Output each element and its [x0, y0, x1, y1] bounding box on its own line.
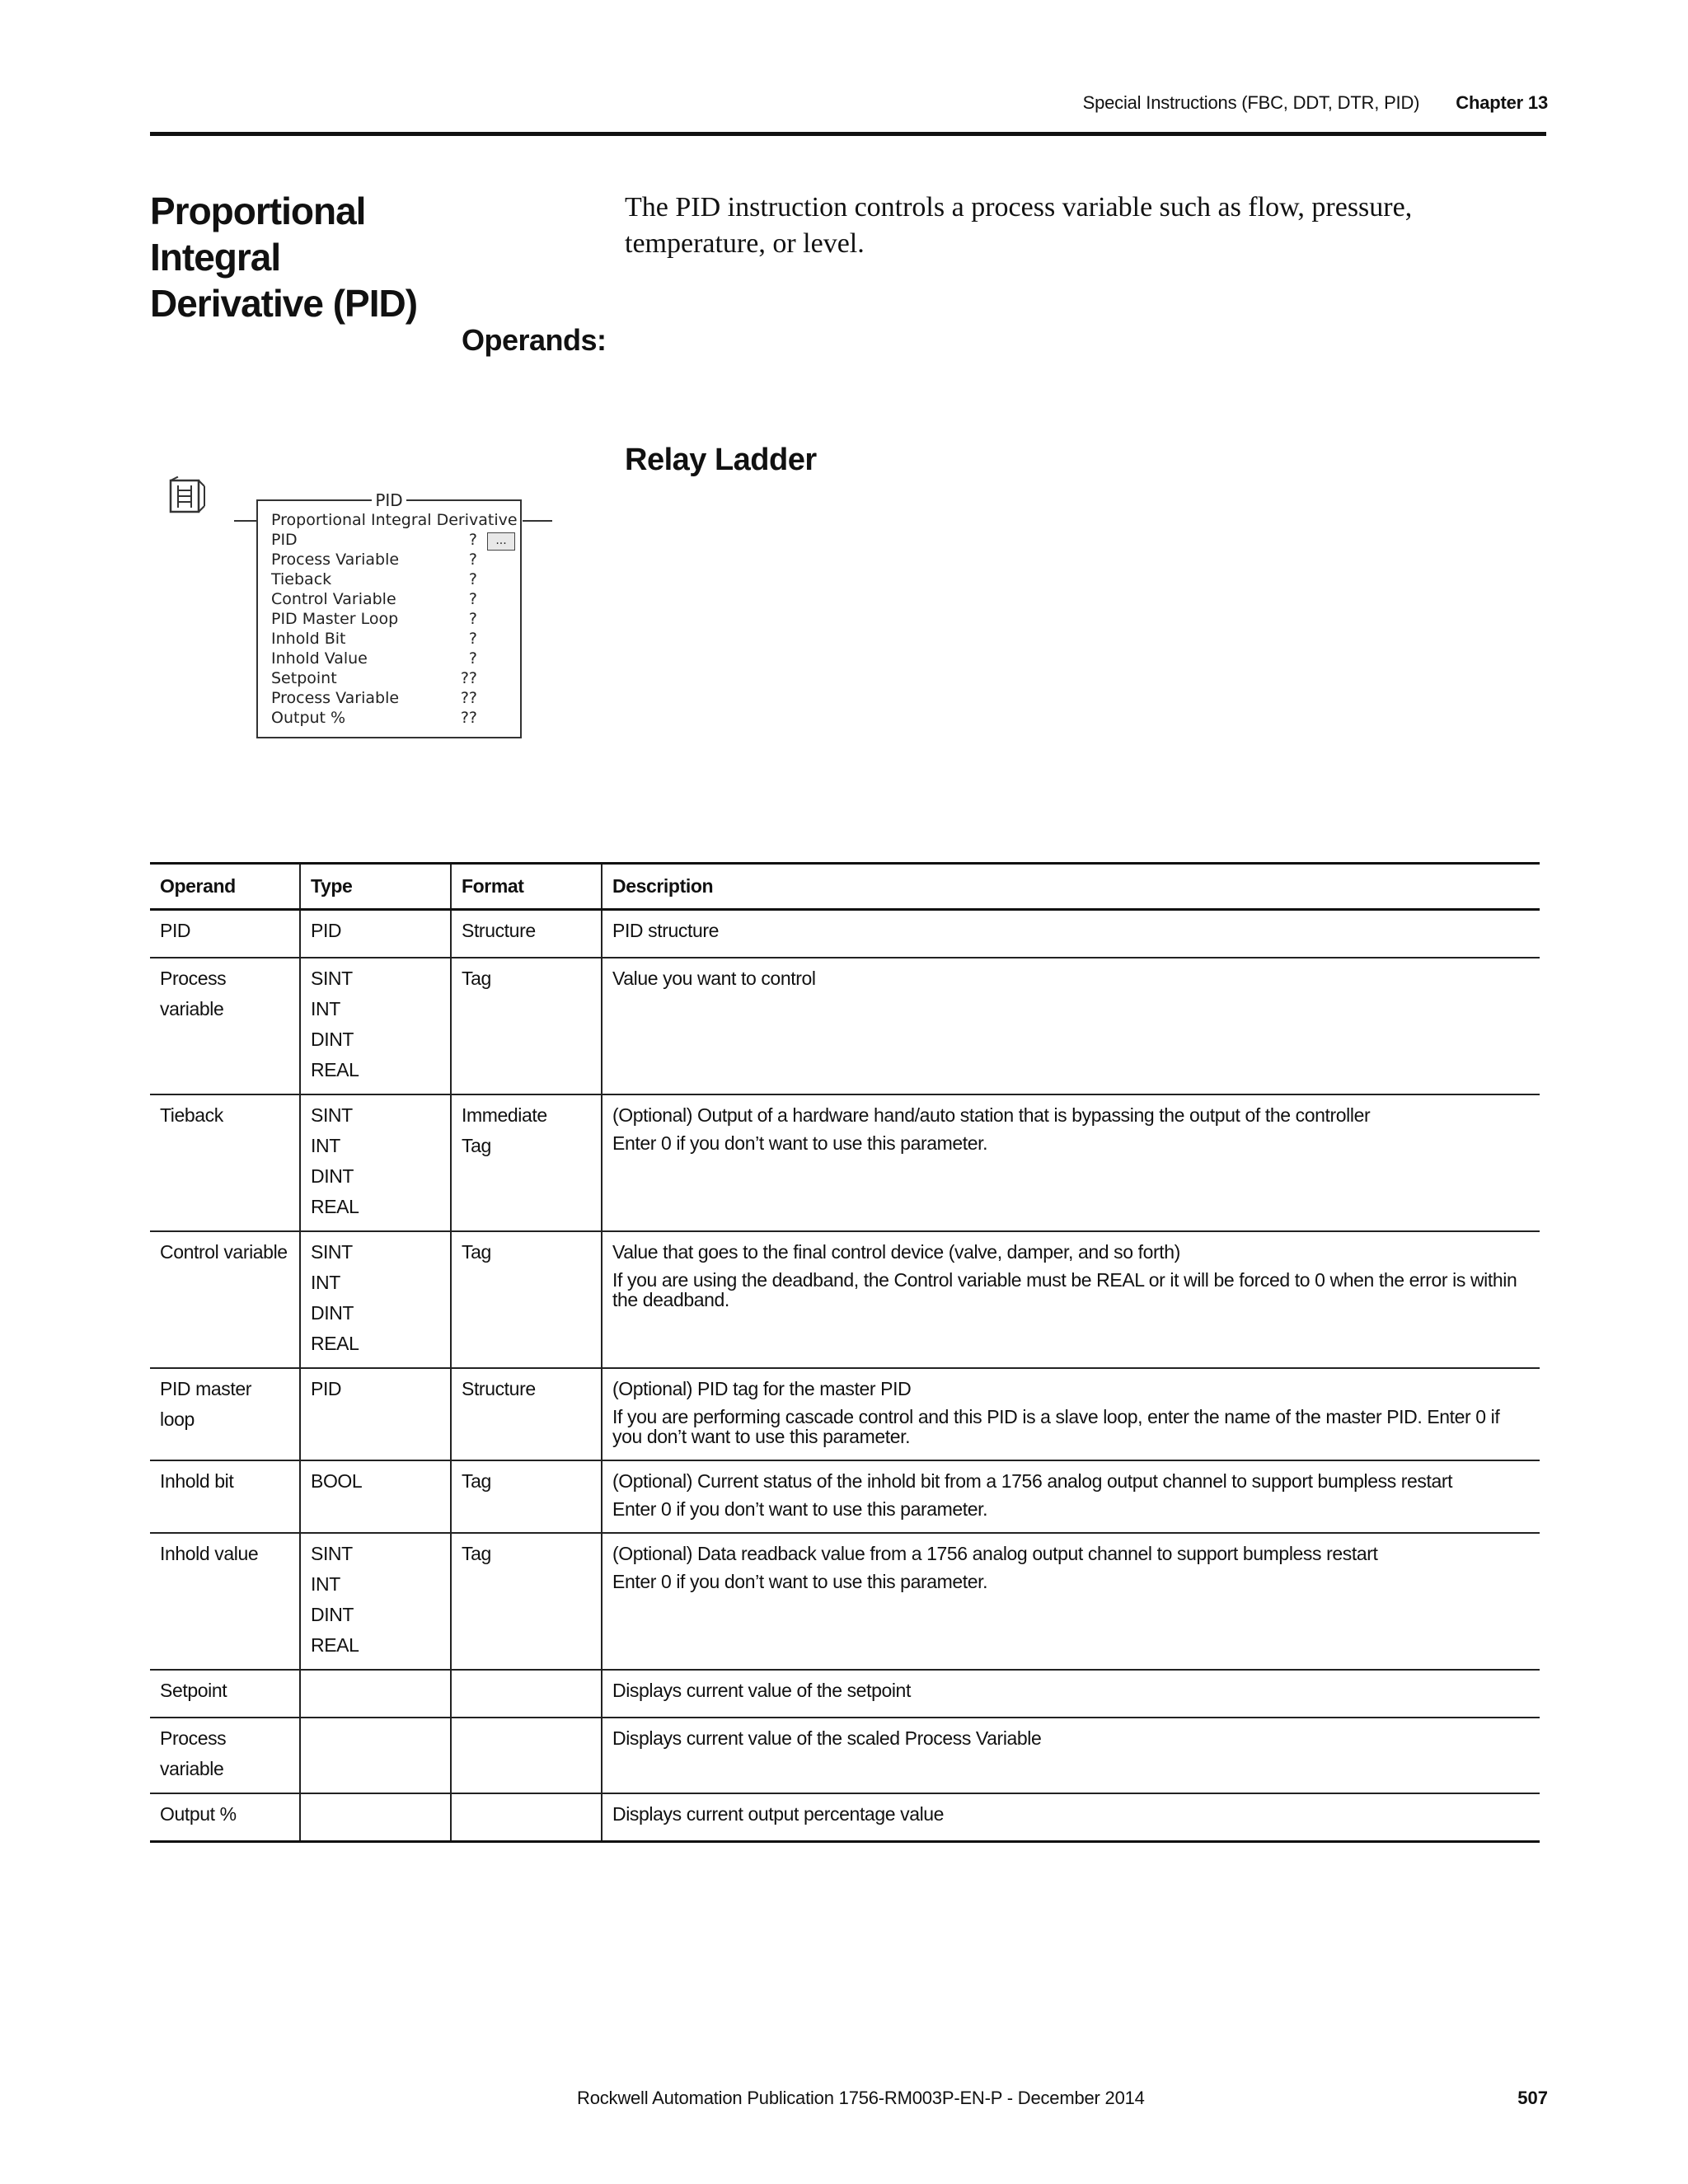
cell-format [451, 910, 602, 958]
type-value: DINT [311, 1302, 354, 1324]
type-value: INT [311, 1573, 340, 1595]
description-paragraph: Enter 0 if you don’t want to use this parameter. [612, 1498, 988, 1520]
description-paragraph: If you are using the deadband, the Control variable must be REAL or it will be forced to 0 when the error is within the deadband. [612, 1269, 1517, 1310]
description-paragraph: Enter 0 if you don’t want to use this parameter. [612, 1571, 988, 1592]
cell-type [300, 1533, 451, 1670]
format-value: Structure [462, 920, 536, 941]
cell-description [602, 1368, 1540, 1460]
format-value: Tag [462, 1543, 491, 1564]
format-value: Immediate [462, 1104, 547, 1126]
type-value: BOOL [311, 1470, 363, 1492]
pid-row-process-variable: Process Variable ? [271, 551, 477, 569]
section-title-line1: Proportional Integral [150, 190, 366, 279]
table-body [150, 910, 1540, 1842]
type-value: REAL [311, 1196, 359, 1217]
section-title [150, 188, 496, 326]
pid-row-process-variable-display: Process Variable ?? [271, 689, 477, 707]
table-row [150, 1368, 1540, 1460]
cell-operand: Inhold value [150, 1533, 300, 1670]
cell-operand: Tieback [150, 1094, 300, 1231]
section-title-line2: Derivative (PID) [150, 282, 418, 325]
footer-publication: Rockwell Automation Publication 1756-RM003P-EN-P - December 2014 [577, 2088, 1145, 2108]
operands-heading: Operands: [462, 323, 607, 357]
pid-row-inhold-bit: Inhold Bit ? [271, 630, 477, 648]
cell-format [451, 1094, 602, 1231]
description-paragraph: PID structure [612, 920, 720, 941]
table-row [150, 1670, 1540, 1718]
pid-row-pid: PID ? [271, 531, 477, 549]
type-value: PID [311, 1378, 342, 1399]
cell-operand: PID [150, 910, 300, 958]
page-number: 507 [1517, 2088, 1548, 2108]
rung-right-wire [523, 520, 552, 522]
running-head [1083, 92, 1548, 114]
cell-type [300, 910, 451, 958]
type-value: SINT [311, 968, 353, 989]
table-header-row [150, 864, 1540, 910]
type-value: INT [311, 1272, 340, 1293]
cell-operand: Process variable [150, 958, 300, 1094]
pid-row-inhold-value: Inhold Value ? [271, 649, 477, 668]
cell-format [451, 1718, 602, 1793]
header-type: Type [300, 864, 451, 910]
cell-format [451, 1368, 602, 1460]
cell-format [451, 1460, 602, 1533]
type-value: SINT [311, 1241, 353, 1263]
intro-paragraph: The PID instruction controls a process variable such as flow, pressure, temperature, or level. [625, 192, 1413, 259]
type-value: SINT [311, 1543, 353, 1564]
type-value: REAL [311, 1634, 359, 1656]
chapter-label: Chapter 13 [1456, 92, 1548, 113]
type-value: DINT [311, 1604, 354, 1625]
description-paragraph: (Optional) Output of a hardware hand/auto station that is bypassing the output of the controller [612, 1104, 1371, 1126]
table-row [150, 1094, 1540, 1231]
cell-description [602, 958, 1540, 1094]
description-paragraph: Enter 0 if you don’t want to use this parameter. [612, 1132, 988, 1154]
cell-operand: Inhold bit [150, 1460, 300, 1533]
type-value: INT [311, 998, 340, 1019]
description-paragraph: (Optional) Current status of the inhold bit from a 1756 analog output channel to support bumpless restart [612, 1470, 1453, 1492]
pid-row-tieback: Tieback ? [271, 570, 477, 588]
format-value: Tag [462, 968, 491, 989]
cell-type [300, 1670, 451, 1718]
table-row [150, 1460, 1540, 1533]
type-value: SINT [311, 1104, 353, 1126]
cell-description [602, 1793, 1540, 1842]
cell-format [451, 1670, 602, 1718]
header-operand: Operand [150, 864, 300, 910]
cell-description [602, 1460, 1540, 1533]
description-paragraph: Value you want to control [612, 968, 816, 989]
description-paragraph: (Optional) PID tag for the master PID [612, 1378, 912, 1399]
description-paragraph: Displays current value of the setpoint [612, 1680, 911, 1701]
format-value: Tag [462, 1135, 491, 1156]
pid-browse-button[interactable]: ... [487, 532, 515, 551]
table-row [150, 1533, 1540, 1670]
type-value: INT [311, 1135, 340, 1156]
pid-row-setpoint: Setpoint ?? [271, 669, 477, 687]
running-title: Special Instructions (FBC, DDT, DTR, PID) [1082, 92, 1420, 113]
cell-format [451, 1533, 602, 1670]
cell-type [300, 958, 451, 1094]
pid-block-title: PID [258, 490, 520, 510]
cell-operand: Control variable [150, 1231, 300, 1368]
pid-row-control-variable: Control Variable ? [271, 590, 477, 608]
format-value: Tag [462, 1470, 491, 1492]
pid-block-name: Proportional Integral Derivative [271, 511, 518, 529]
cell-type [300, 1094, 451, 1231]
type-value: DINT [311, 1029, 354, 1050]
cell-type [300, 1718, 451, 1793]
cell-operand: Setpoint [150, 1670, 300, 1718]
cell-format [451, 958, 602, 1094]
cell-operand: Process variable [150, 1718, 300, 1793]
cell-description [602, 910, 1540, 958]
description-paragraph: Value that goes to the final control device (valve, damper, and so forth) [612, 1241, 1180, 1263]
header-description: Description [602, 864, 1540, 910]
table-row [150, 1793, 1540, 1842]
rung-left-wire [234, 520, 257, 522]
pid-row-output-percent: Output % ?? [271, 709, 477, 727]
operand-table [150, 862, 1540, 1843]
description-paragraph: (Optional) Data readback value from a 1756 analog output channel to support bumpless restart [612, 1543, 1378, 1564]
pid-row-master-loop: PID Master Loop ? [271, 610, 477, 628]
description-paragraph: Displays current output percentage value [612, 1803, 945, 1825]
cell-description [602, 1094, 1540, 1231]
header-rule [150, 132, 1546, 136]
format-value: Tag [462, 1241, 491, 1263]
cell-description [602, 1533, 1540, 1670]
cell-format [451, 1231, 602, 1368]
format-value: Structure [462, 1378, 536, 1399]
cell-description [602, 1670, 1540, 1718]
description-paragraph: If you are performing cascade control and this PID is a slave loop, enter the name of the master PID. Enter 0 if you don’t want to use this parameter. [612, 1406, 1500, 1447]
ladder-rung-icon [168, 476, 206, 514]
cell-description [602, 1718, 1540, 1793]
cell-operand: PID master loop [150, 1368, 300, 1460]
cell-type [300, 1793, 451, 1842]
cell-description [602, 1231, 1540, 1368]
relay-ladder-heading: Relay Ladder [625, 443, 817, 477]
table-row [150, 1231, 1540, 1368]
header-format: Format [451, 864, 602, 910]
cell-type [300, 1460, 451, 1533]
description-paragraph: Displays current value of the scaled Process Variable [612, 1727, 1042, 1749]
table-row [150, 1718, 1540, 1793]
type-value: PID [311, 920, 342, 941]
type-value: REAL [311, 1059, 359, 1080]
table-row [150, 910, 1540, 958]
pid-instruction-block[interactable] [256, 490, 522, 738]
cell-type [300, 1368, 451, 1460]
cell-operand: Output % [150, 1793, 300, 1842]
type-value: REAL [311, 1333, 359, 1354]
cell-type [300, 1231, 451, 1368]
cell-format [451, 1793, 602, 1842]
table-row [150, 958, 1540, 1094]
type-value: DINT [311, 1165, 354, 1187]
